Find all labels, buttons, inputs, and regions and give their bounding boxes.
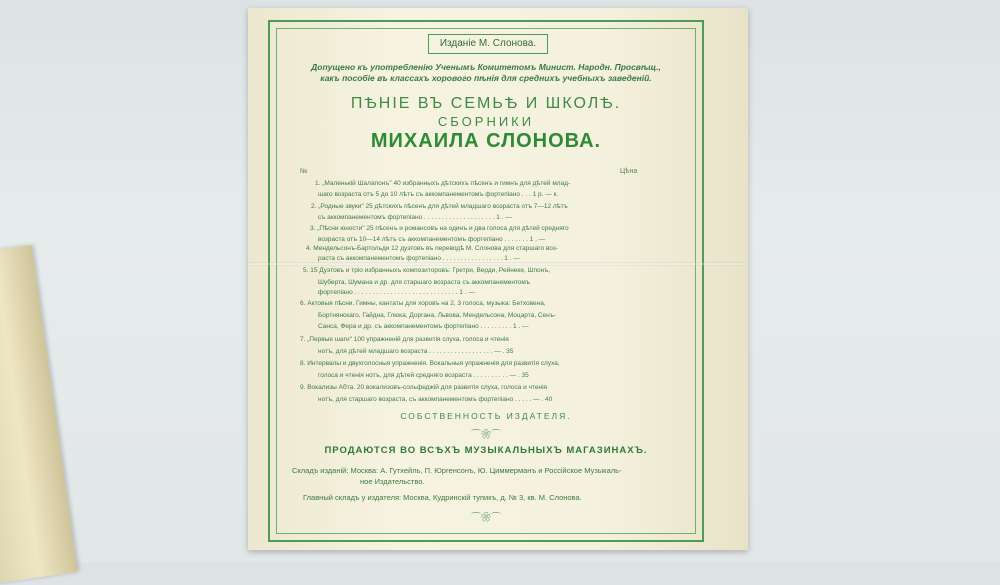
list-item: фортепіано . . . . . . . . . . . . . . . . . . . . . . . . . . . . . 1 . — (318, 289, 475, 296)
sold-notice: ПРОДАЮТСЯ ВО ВСѢХЪ МУЗЫКАЛЬНЫХЪ МАГАЗИНАХЪ. (324, 445, 648, 456)
title-line-2: СБОРНИКИ (437, 114, 535, 129)
ornament-icon: ⌒❀⌒ (471, 430, 501, 441)
publisher-label: Изданіе М. Слонова. (428, 34, 548, 54)
list-item: 7. „Первые шаги" 100 упражненій для развитія слуха, голоса и чтенія (300, 336, 509, 343)
list-item: 5. 15 Дуэтовъ и тріо избранныхъ композиторовъ: Гретри, Верди, Рейнеке, Шпонъ, (303, 267, 551, 274)
title-line-1: ПѢНІЕ ВЪ СЕМЬѢ И ШКОЛѢ. (350, 95, 622, 112)
list-item: голоса и чтенія нотъ, для дѣтей средняго возраста . . . . . . . . . . — . 35 (318, 372, 529, 379)
main-warehouse: Главный складъ у издателя: Москва, Кудринскій тупикъ, д. № 3, кв. М. Слонова. (303, 493, 582, 502)
list-item: 1. „Маленькій Шалапонъ" 40 избранныхъ дѣтскихъ пѣсенъ и гимнъ для дѣтей млад- (315, 180, 571, 187)
list-item: нотъ, для старшаго возраста, съ аккомпанементомъ фортепіано . . . . . — . 40 (318, 396, 553, 403)
list-item: 8. Интервалы и двухголосныя упражненія. Вокальныя упражненія для развитія слуха, (300, 360, 560, 367)
adjacent-paper (0, 245, 78, 585)
list-item: возраста отъ 10—14 лѣтъ съ аккомпанементомъ фортепіано . . . . . . . 1 . — (318, 236, 546, 243)
list-item: раста съ аккомпанементомъ фортепіано . . . . . . . . . . . . . . . . . 1 . — (318, 255, 520, 262)
list-item: Санса, Фера и др. съ аккомпанементомъ фортепіано . . . . . . . . . 1 . — (318, 323, 529, 330)
list-item: 4. Мендельсонъ-Бартольди 12 дуэтовъ въ переводѣ М. Слонова для старшаго воз- (306, 245, 558, 252)
warehouse-line-1: Складъ изданій: Москва: А. Гутхейль, П. Юргенсонъ, Ю. Циммерманъ и Россійское Музыкаль- (292, 466, 622, 475)
price-header: Цѣна (620, 168, 638, 175)
ornament-bottom-icon: ⌒❀⌒ (471, 513, 501, 524)
list-item: 9. Вокализы Абта. 20 вокализовъ-сольфеджій для развитія слуха, голоса и чтенія (300, 384, 548, 391)
list-item: шаго возраста отъ 5 до 10 лѣтъ съ аккомпанементомъ фортепіано . . . 1 р. — к. (318, 191, 559, 198)
paper-fold (250, 262, 746, 266)
list-item: 6. Актовыя пѣсни, Гимны, кантаты для хоровъ на 2, 3 голоса, музыка: Бетховена, (300, 300, 546, 307)
warehouse-line-2: ное Издательство. (360, 477, 425, 486)
list-item: Бортнянскаго, Гайдна, Глюка, Доргана, Львова, Мендельсона, Моцарта, Сенъ- (318, 312, 556, 319)
list-item: 3. „Пѣсни юности" 25 пѣсенъ и романсовъ на одинъ и два голоса для дѣтей средняго (310, 225, 569, 232)
list-item: Шуберта, Шумана и др. для старшаго возраста съ аккомпанементомъ (318, 279, 530, 286)
approval-line-2: какъ пособіе въ классахъ хорового пѣнія для среднихъ учебныхъ заведеній. (320, 73, 652, 83)
approval-line-1: Допущено къ употребленію Ученымъ Комитетомъ Минист. Народн. Просвѣщ., (311, 62, 661, 72)
author-name: МИХАИЛА СЛОНОВА. (370, 130, 602, 152)
list-item: съ аккомпанементомъ фортепіано . . . . . . . . . . . . . . . . . . . . 1 . — (318, 214, 512, 221)
proprietor-note: СОБСТВЕННОСТЬ ИЗДАТЕЛЯ. (400, 411, 572, 421)
list-item: 2. „Родные звуки" 25 дѣтскихъ пѣсенъ для дѣтей младшаго возраста отъ 7—12 лѣтъ (311, 203, 568, 210)
list-item: нотъ, для дѣтей младшаго возраста . . . . . . . . . . . . . . . . . . — . 35 (318, 348, 514, 355)
number-header: № (300, 168, 308, 175)
